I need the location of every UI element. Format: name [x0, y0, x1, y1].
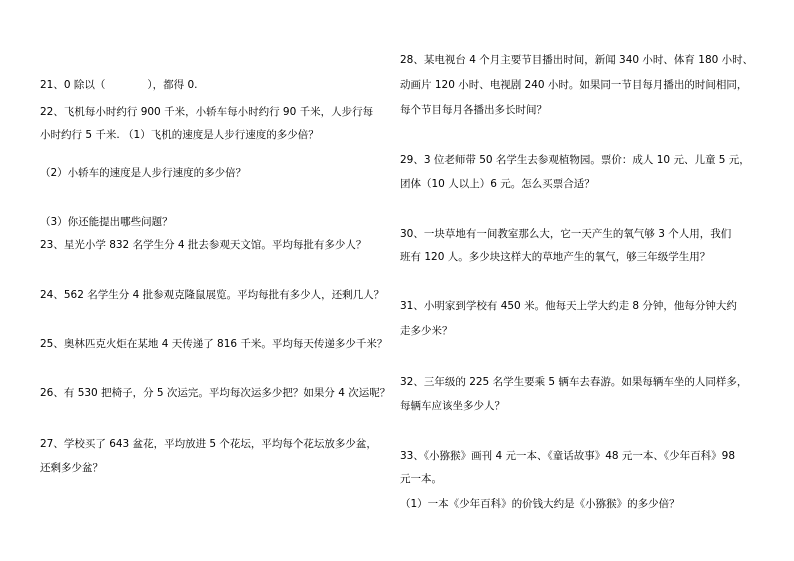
question-24: 24、562 名学生分 4 批参观克隆鼠展览。平均每批有多少人，还剩几人？	[40, 289, 385, 301]
question-33-line-2: 元一本。	[400, 473, 442, 485]
question-22-part-1: 小时约行 5 千米. （1）飞机的速度是人步行速度的多少倍？	[40, 129, 319, 141]
question-27: 27、学校买了 643 盆花，平均放进 5 个花坛，平均每个花坛放多少盆，	[40, 438, 377, 450]
question-30-line-2: 班有 120 人。多少块这样大的草地产生的氧气，够三年级学生用？	[400, 251, 711, 263]
question-33-part-1: （1）一本《少年百科》的价钱大约是《小猕猴》的多少倍？	[400, 498, 680, 510]
question-28-line-3: 每个节目每月各播出多长时间？	[400, 104, 547, 116]
question-21	[40, 78, 197, 92]
question-33: 33、《小猕猴》画刊 4 元一本、《童话故事》48 元一本、《少年百科》98	[400, 450, 736, 462]
question-32-line-2: 每辆车应该坐多少人？	[400, 400, 505, 412]
question-32: 32、三年级的 225 名学生要乘 5 辆车去春游。如果每辆车坐的人同样多，	[400, 376, 748, 388]
question-31: 31、小明家到学校有 450 米。他每天上学大约走 8 分钟，他每分钟大约	[400, 300, 737, 312]
question-30: 30、一块草地有一间教室那么大，它一天产生的氧气够 3 个人用，我们	[400, 228, 732, 240]
question-29-line-2: 团体（10 人以上）6 元。怎么买票合适？	[400, 178, 595, 190]
question-31-line-2: 走多少米？	[400, 325, 453, 337]
question-27-continued: 还剩多少盆？	[40, 462, 103, 474]
question-22-part-3: （3）你还能提出哪些问题？	[40, 216, 173, 228]
question-22-part-2: （2）小轿车的速度是人步行速度的多少倍？	[40, 167, 247, 179]
question-28-line-2: 动画片 120 小时、电视剧 240 小时。如果同一节目每月播出的时间相同，	[400, 79, 748, 91]
question-26: 26、有 530 把椅子，分 5 次运完。平均每次运多少把？如果分 4 次运呢？	[40, 387, 391, 399]
question-25: 25、奥林匹克火炬在某地 4 天传递了 816 千米。平均每天传递多少千米？	[40, 338, 388, 350]
question-23: 23、星光小学 832 名学生分 4 批去参观天文馆。平均每批有多少人？	[40, 239, 367, 251]
question-22-text: 22、飞机每小时约行 900 千米，小轿车每小时约行 90 千米，人步行每	[40, 106, 374, 118]
question-22	[40, 105, 373, 119]
question-21-text: 21、0 除以（ ），都得 0.	[40, 79, 198, 91]
question-28: 28、某电视台 4 个月主要节目播出时间，新闻 340 小时、体育 180 小时、	[400, 54, 754, 66]
question-29: 29、3 位老师带 50 名学生去参观植物园。票价：成人 10 元、儿童 5 元，	[400, 154, 750, 166]
question-22-continued	[40, 128, 319, 142]
